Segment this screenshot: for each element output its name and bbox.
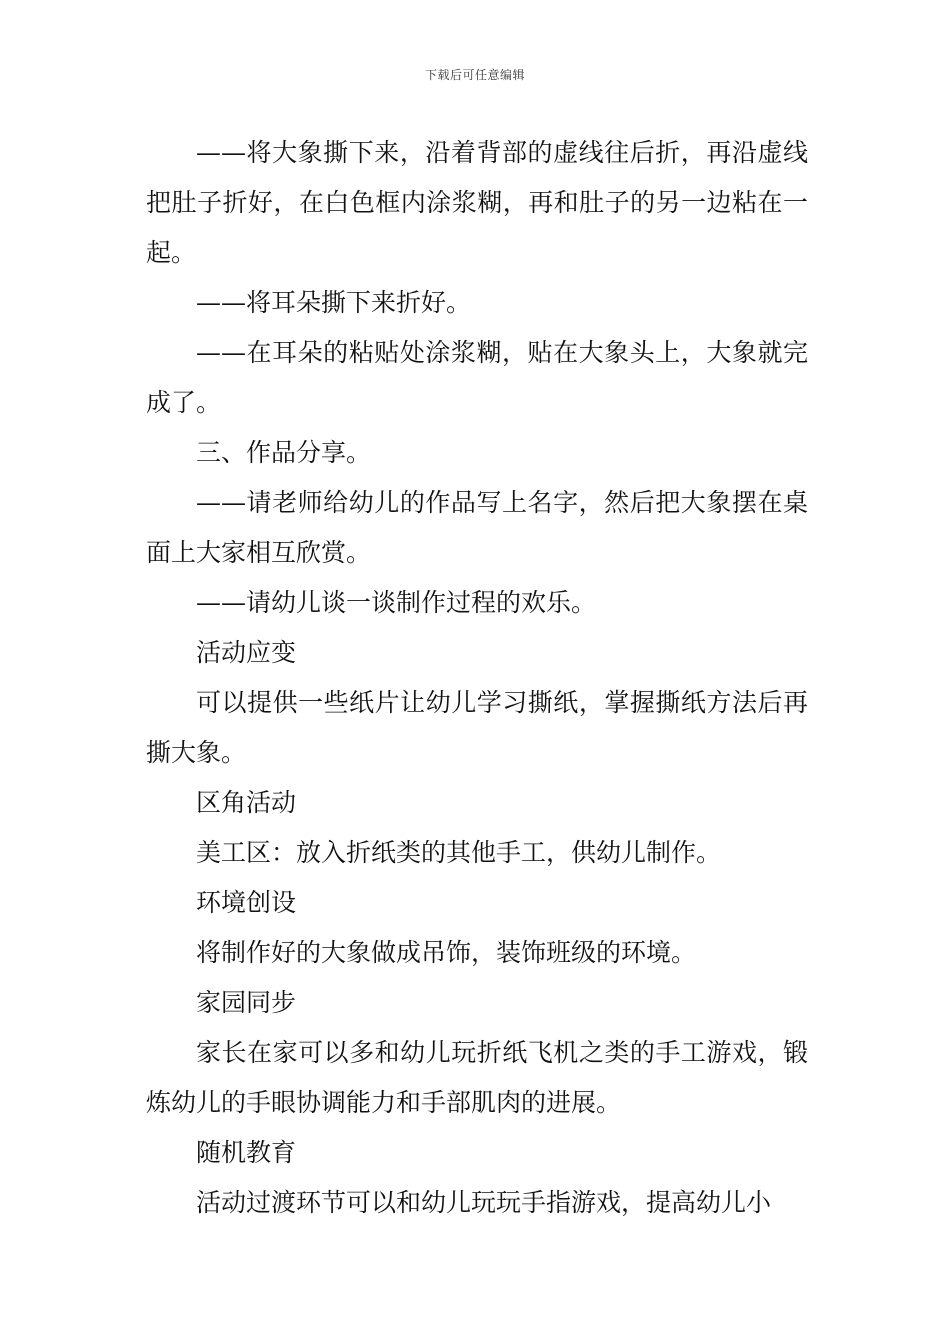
heading-environment: 环境创设: [196, 888, 297, 917]
heading-corner-activity: 区角活动: [196, 788, 297, 817]
paragraph-elephant-steps: ——将大象撕下来，沿着背部的虚线往后折，再沿虚线把肚子折好，在白色框内涂浆糊，再和肚子的另一边粘在一起。: [146, 138, 808, 267]
paragraph-adaptation: 可以提供一些纸片让幼儿学习撕纸，掌握撕纸方法后再撕大象。: [146, 688, 808, 767]
document-body: [146, 128, 808, 1228]
heading-home-sync: 家园同步: [196, 988, 297, 1017]
paragraph-home-sync: 家长在家可以多和幼儿玩折纸飞机之类的手工游戏，锻炼幼儿的手眼协调能力和手部肌肉的进展。: [146, 1038, 808, 1117]
paragraph-ear-paste: ——在耳朵的粘贴处涂浆糊，贴在大象头上，大象就完成了。: [146, 338, 808, 417]
heading-activity-adaptation: 活动应变: [196, 638, 297, 667]
paragraph-ears: ——将耳朵撕下来折好。: [196, 288, 472, 317]
paragraph-children-talk: ——请幼儿谈一谈制作过程的欢乐。: [196, 588, 597, 617]
page-header: 下载后可任意编辑: [424, 68, 525, 82]
paragraph-teacher-names: ——请老师给幼儿的作品写上名字，然后把大象摆在桌面上大家相互欣赏。: [146, 488, 808, 567]
section-heading-sharing: 三、作品分享。: [196, 438, 372, 467]
paragraph-random-education: 活动过渡环节可以和幼儿玩玩手指游戏，提高幼儿小: [196, 1188, 772, 1217]
paragraph-art-area: 美工区：放入折纸类的其他手工，供幼儿制作。: [196, 838, 722, 867]
paragraph-environment: 将制作好的大象做成吊饰，装饰班级的环境。: [196, 938, 697, 967]
heading-random-education: 随机教育: [196, 1138, 297, 1167]
